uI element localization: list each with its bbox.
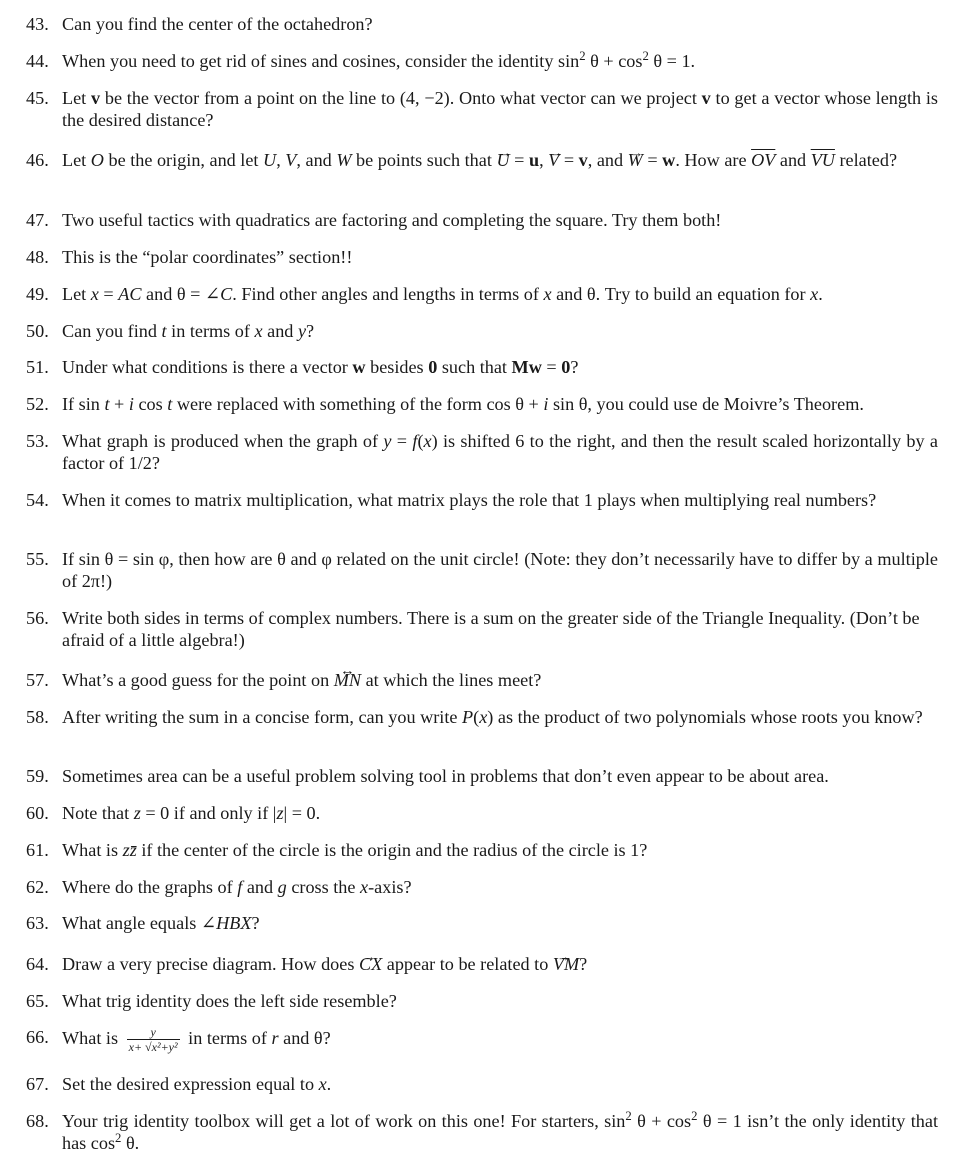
item-text: What is zz̄ if the center of the circle is the origin and the radius of the circle is 1? [62,840,648,860]
item-text: Where do the graphs of f and g cross the x-axis? [62,877,412,897]
list-item [26,953,938,975]
item-number: 44. [26,51,49,71]
item-number: 68. [26,1111,49,1131]
item-text: Write both sides in terms of complex numbers. There is a sum on the greater side of the Triangle Inequality. (Don’t be afraid of a little algebra!) [62,608,920,650]
item-number: 54. [26,490,49,510]
item-number: 50. [26,321,49,341]
item-number: 53. [26,431,49,451]
item-text: Your trig identity toolbox will get a lot of work on this one! For starters, $\sin^2 \theta + \cos^2 \theta = 1$ isn’t the only identity that has $\cos^2 \theta$. [62,1109,939,1153]
item-number: 64. [26,954,49,974]
item-number: 66. [26,1027,49,1047]
list-item [26,13,938,35]
item-number: 58. [26,707,49,727]
list-item [26,209,938,231]
fraction: $\frac{y}{\text{x+ √x²+y²}}$ [128,1025,178,1054]
item-text: When you need to get rid of sines and cosines, consider the identity $\sin^2 \theta + \cos^2 \theta = 1$. [62,49,696,71]
list-item [26,765,938,787]
list-item [26,839,938,861]
list-item [26,548,938,592]
list-item [26,706,938,728]
item-number: 60. [26,803,49,823]
list-item [26,50,938,72]
item-text: After writing the sum in a concise form, can you write P(x) as the product of two polynomials whose roots you know? [62,707,923,727]
list-item [26,246,938,268]
item-number: 56. [26,608,49,628]
item-number: 52. [26,394,49,414]
item-text: What is $\frac{y}{\text{x+ √x²+y²}}$ in terms of r and θ? [62,1025,331,1054]
item-number: 51. [26,357,49,377]
item-text: This is the “polar coordinates” section!! [62,247,353,267]
list-item [26,1026,938,1054]
item-text: What graph is produced when the graph of y = f(x) is shifted 6 to the right, and then the result scaled horizontally by a factor of 1/2? [62,431,938,473]
item-text: What’s a good guess for the point on ↔ MN at which the lines meet? [62,669,938,691]
list-item [26,283,938,305]
item-number: 62. [26,877,49,897]
item-text: Sometimes area can be a useful problem solving tool in problems that don’t even appear to be about area. [62,766,829,786]
item-text: Can you find the center of the octahedron? [62,14,373,34]
list-item [26,990,938,1012]
item-text: Let x = AC and θ = ∠C. Find other angles and lengths in terms of x and θ. Try to build an equation for x. [62,284,823,304]
item-text: Set the desired expression equal to x. [62,1074,332,1094]
item-number: 67. [26,1074,49,1094]
list-item [26,87,938,131]
item-number: 65. [26,991,49,1011]
item-text: If sin θ = sin φ, then how are θ and φ related on the unit circle! (Note: they don’t necessarily have to differ by a multiple of 2π!) [62,549,938,591]
item-number: 47. [26,210,49,230]
item-number: 49. [26,284,49,304]
item-number: 57. [26,670,49,690]
list-item [26,393,938,415]
item-number: 63. [26,913,49,933]
item-text: Draw a very precise diagram. How does → CX appear to be related to → VM? [62,953,938,975]
list-item [26,1073,938,1095]
item-text: What angle equals ∠HBX? [62,913,260,933]
item-text: Note that z = 0 if and only if |z| = 0. [62,803,321,823]
item-number: 55. [26,549,49,569]
list-item [26,607,938,651]
item-text: If sin t + i cos t were replaced with something of the form cos θ + i sin θ, you could use de Moivre’s Theorem. [62,394,864,414]
list-item [26,912,938,934]
item-number: 59. [26,766,49,786]
item-text: Can you find t in terms of x and y? [62,321,315,341]
item-number: 61. [26,840,49,860]
item-text: Let O be the origin, and let U, V, and W be points such that → U = u, → V = v, and → W = w. How are $\overline{OV}$ and $\overline{VU}$ related? [62,149,938,171]
item-number: 45. [26,88,49,108]
list-item [26,489,938,511]
list-item [26,149,938,171]
list-item [26,320,938,342]
item-text: When it comes to matrix multiplication, what matrix plays the role that 1 plays when multiplying real numbers? [62,490,877,510]
item-text: Let v be the vector from a point on the line to (4, −2). Onto what vector can we project v to get a vector whose length is the desired distance? [62,88,938,130]
item-text: Under what conditions is there a vector w besides 0 such that Mw = 0? [62,357,579,377]
list-item [26,430,938,474]
item-text: What trig identity does the left side resemble? [62,991,397,1011]
item-number: 43. [26,14,49,34]
item-number: 46. [26,150,49,170]
item-text: Two useful tactics with quadratics are factoring and completing the square. Try them both! [62,210,722,230]
item-number: 48. [26,247,49,267]
list-item [26,356,938,378]
list-item [26,802,938,824]
list-item [26,669,938,691]
list-item [26,876,938,898]
list-item [26,1110,938,1154]
